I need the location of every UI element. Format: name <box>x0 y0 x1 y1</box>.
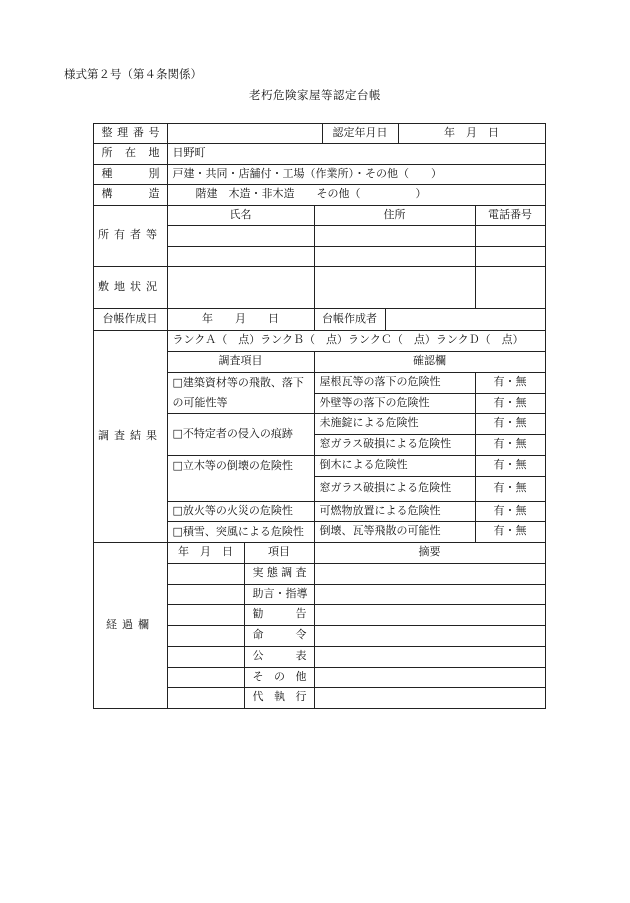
check-item: 倒木による危険性 <box>314 455 476 477</box>
survey-item: □積雪、突風による危険性 <box>167 521 315 543</box>
serial-number-field[interactable] <box>167 123 323 144</box>
survey-check-header: 確認欄 <box>314 351 546 373</box>
structure-value[interactable]: 階建 木造・非木造 その他（ ） <box>167 184 546 206</box>
progress-date-field[interactable] <box>167 584 245 605</box>
progress-summary-field[interactable] <box>314 625 546 647</box>
progress-summary-field[interactable] <box>314 646 546 668</box>
progress-item: 公 表 <box>244 646 315 668</box>
progress-date-field[interactable] <box>167 604 245 626</box>
progress-date-field[interactable] <box>167 563 245 585</box>
survey-item: □放火等の火災の危険性 <box>167 501 315 522</box>
yes-no-toggle[interactable]: 有・無 <box>475 393 546 414</box>
survey-result-label: 調査結果 <box>93 330 168 543</box>
check-item: 窓ガラス破損による危険性 <box>314 434 476 456</box>
owner-name-field[interactable] <box>167 225 315 247</box>
site-condition-field-1[interactable] <box>167 266 315 309</box>
yes-no-toggle[interactable]: 有・無 <box>475 413 546 435</box>
check-item: 未施錠による危険性 <box>314 413 476 435</box>
check-item: 窓ガラス破損による危険性 <box>314 476 476 502</box>
yes-no-toggle[interactable]: 有・無 <box>475 501 546 522</box>
yes-no-toggle[interactable]: 有・無 <box>475 455 546 477</box>
progress-item: 勧 告 <box>244 604 315 626</box>
structure-label: 構 造 <box>93 184 168 206</box>
progress-label: 経過欄 <box>93 542 168 709</box>
progress-summary-field[interactable] <box>314 563 546 585</box>
approval-date-field[interactable]: 年 月 日 <box>398 123 546 144</box>
register-table <box>93 123 546 708</box>
location-value[interactable]: 日野町 <box>167 143 546 165</box>
progress-date-field[interactable] <box>167 625 245 647</box>
progress-summary-field[interactable] <box>314 687 546 709</box>
check-item: 屋根瓦等の落下の危険性 <box>314 372 476 394</box>
progress-summary-header: 摘要 <box>314 542 546 564</box>
owner-phone-header: 電話番号 <box>475 205 546 226</box>
ledger-author-label: 台帳作成者 <box>314 308 386 331</box>
progress-item: 命 令 <box>244 625 315 647</box>
check-item: 外壁等の落下の危険性 <box>314 393 476 414</box>
ledger-date-field[interactable]: 年 月 日 <box>167 308 315 331</box>
owner-phone-field[interactable] <box>475 225 546 247</box>
approval-date-label: 認定年月日 <box>322 123 399 144</box>
type-value[interactable]: 戸建・共同・店舗付・工場（作業所）・その他（ ） <box>167 164 546 185</box>
progress-date-header: 年 月 日 <box>167 542 245 564</box>
progress-summary-field[interactable] <box>314 604 546 626</box>
progress-item: 代 執 行 <box>244 687 315 709</box>
form-number: 様式第２号（第４条関係） <box>64 67 202 81</box>
check-item: 倒壊、瓦等飛散の可能性 <box>314 521 476 543</box>
progress-item-header: 項目 <box>244 542 315 564</box>
survey-item-header: 調査項目 <box>167 351 315 373</box>
ledger-author-field[interactable] <box>385 308 546 331</box>
site-condition-field-3[interactable] <box>475 266 546 309</box>
site-condition-label: 敷地状況 <box>93 266 168 309</box>
progress-item: 助 言 ・ 指 導 <box>244 584 315 605</box>
location-label: 所 在 地 <box>93 143 168 165</box>
document-title: 老朽危険家屋等認定台帳 <box>249 88 381 102</box>
progress-date-field[interactable] <box>167 687 245 709</box>
progress-summary-field[interactable] <box>314 584 546 605</box>
ledger-date-label: 台帳作成日 <box>93 308 168 331</box>
survey-item: □建築資材等の飛散、落下の可能性等 <box>167 372 315 414</box>
yes-no-toggle[interactable]: 有・無 <box>475 372 546 394</box>
yes-no-toggle[interactable]: 有・無 <box>475 521 546 543</box>
progress-item: そ の 他 <box>244 667 315 688</box>
owner-name-field[interactable] <box>167 246 315 267</box>
type-label: 種 別 <box>93 164 168 185</box>
owner-phone-field[interactable] <box>475 246 546 267</box>
yes-no-toggle[interactable]: 有・無 <box>475 476 546 502</box>
survey-item: □立木等の倒壊の危険性 <box>167 455 315 502</box>
owner-address-header: 住所 <box>314 205 476 226</box>
survey-item: □不特定者の侵入の痕跡 <box>167 413 315 456</box>
progress-date-field[interactable] <box>167 667 245 688</box>
rank-line: ランクＡ（ 点）ランクＢ（ 点）ランクＣ（ 点）ランクＤ（ 点） <box>167 330 546 352</box>
yes-no-toggle[interactable]: 有・無 <box>475 434 546 456</box>
progress-date-field[interactable] <box>167 646 245 668</box>
progress-summary-field[interactable] <box>314 667 546 688</box>
owner-label: 所有者等 <box>93 205 168 267</box>
owner-address-field[interactable] <box>314 225 476 247</box>
site-condition-field-2[interactable] <box>314 266 476 309</box>
progress-item: 実 態 調 査 <box>244 563 315 585</box>
serial-number-label: 整 理 番 号 <box>93 123 168 144</box>
owner-name-header: 氏名 <box>167 205 315 226</box>
check-item: 可燃物放置による危険性 <box>314 501 476 522</box>
owner-address-field[interactable] <box>314 246 476 267</box>
